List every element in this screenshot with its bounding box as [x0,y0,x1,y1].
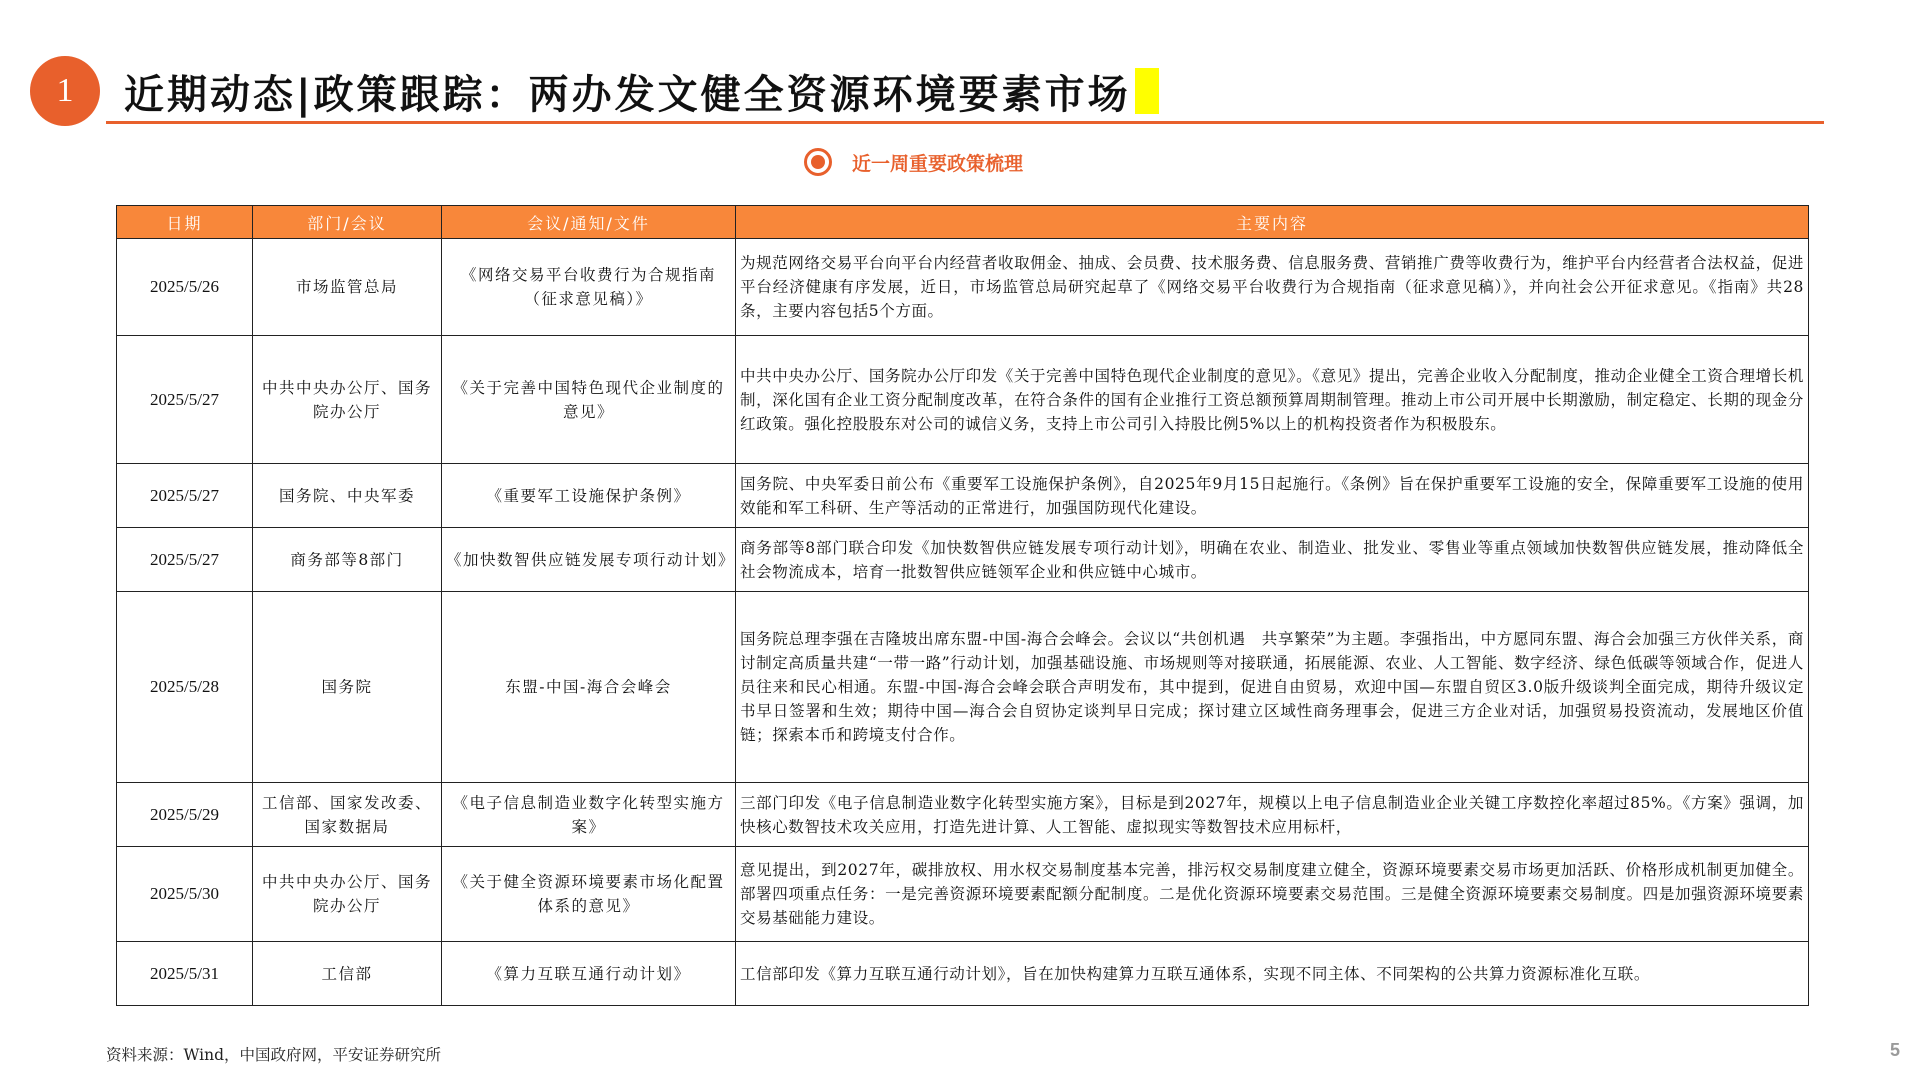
cell-content: 工信部印发《算力互联互通行动计划》，旨在加快构建算力互联互通体系，实现不同主体、不同架构的公共算力资源标准化互联。 [736,942,1809,1006]
column-header-date: 日期 [117,206,253,239]
cell-document: 《算力互联互通行动计划》 [442,942,736,1006]
cell-content: 意见提出，到2027年，碳排放权、用水权交易制度基本完善，排污权交易制度建立健全，资源环境要素交易市场更加活跃、价格形成机制更加健全。部署四项重点任务：一是完善资源环境要素配额分配制度。二是优化资源环境要素交易范围。三是健全资源环境要素交易制度。四是加强资源环境要素交易基础能力建设。 [736,847,1809,942]
cell-dept: 国务院 [253,592,442,783]
policy-table [116,205,1809,1006]
cell-document: 《关于健全资源环境要素市场化配置体系的意见》 [442,847,736,942]
cell-content: 中共中央办公厅、国务院办公厅印发《关于完善中国特色现代企业制度的意见》。《意见》提出，完善企业收入分配制度，推动企业健全工资合理增长机制，深化国有企业工资分配制度改革，在符合条件的国有企业推行工资总额预算周期制管理。推动上市公司开展中长期激励，制定稳定、长期的现金分红政策。强化控股股东对公司的诚信义务，支持上市公司引入持股比例5%以上的机构投资者作为积极股东。 [736,336,1809,464]
column-header-content: 主要内容 [736,206,1809,239]
table-row [117,239,1809,336]
page-number: 5 [1889,1040,1900,1060]
cell-date: 2025/5/27 [117,464,253,528]
cell-document: 《加快数智供应链发展专项行动计划》 [442,528,736,592]
table-header-row [117,206,1809,239]
cell-dept: 工信部 [253,942,442,1006]
table-row [117,336,1809,464]
cell-dept: 工信部、国家发改委、国家数据局 [253,783,442,847]
section-subtitle [804,144,1023,180]
column-header-document: 会议/通知/文件 [442,206,736,239]
column-header-dept: 部门/会议 [253,206,442,239]
cell-dept: 商务部等8部门 [253,528,442,592]
page-title-text: 近期动态|政策跟踪：两办发文健全资源环境要素市场 [124,71,1131,118]
table-row [117,592,1809,783]
cell-content: 为规范网络交易平台向平台内经营者收取佣金、抽成、会员费、技术服务费、信息服务费、营销推广费等收费行为，维护平台内经营者合法权益，促进平台经济健康有序发展，近日，市场监管总局研究起草了《网络交易平台收费行为合规指南（征求意见稿）》，并向社会公开征求意见。《指南》共28条，主要内容包括5个方面。 [736,239,1809,336]
source-note: 资料来源：Wind，中国政府网，平安证券研究所 [106,1046,442,1064]
cell-date: 2025/5/28 [117,592,253,783]
table-row [117,847,1809,942]
cell-document: 《电子信息制造业数字化转型实施方案》 [442,783,736,847]
cell-dept: 市场监管总局 [253,239,442,336]
text-cursor-highlight [1135,68,1159,114]
page-title [124,60,1159,122]
cell-date: 2025/5/31 [117,942,253,1006]
cell-document: 《关于完善中国特色现代企业制度的意见》 [442,336,736,464]
cell-date: 2025/5/27 [117,336,253,464]
cell-document: 《重要军工设施保护条例》 [442,464,736,528]
cell-dept: 中共中央办公厅、国务院办公厅 [253,336,442,464]
cell-date: 2025/5/30 [117,847,253,942]
title-divider [106,121,1824,124]
cell-dept: 中共中央办公厅、国务院办公厅 [253,847,442,942]
table-row [117,783,1809,847]
table-row [117,464,1809,528]
subtitle-text: 近一周重要政策梳理 [852,152,1024,175]
cell-content: 商务部等8部门联合印发《加快数智供应链发展专项行动计划》，明确在农业、制造业、批发业、零售业等重点领域加快数智供应链发展，推动降低全社会物流成本，培育一批数智供应链领军企业和供应链中心城市。 [736,528,1809,592]
table-row [117,942,1809,1006]
cell-document: 东盟-中国-海合会峰会 [442,592,736,783]
cell-content: 三部门印发《电子信息制造业数字化转型实施方案》，目标是到2027年，规模以上电子信息制造业企业关键工序数控化率超过85%。《方案》强调，加快核心数智技术攻关应用，打造先进计算、人工智能、虚拟现实等数智技术应用标杆， [736,783,1809,847]
cell-document: 《网络交易平台收费行为合规指南（征求意见稿）》 [442,239,736,336]
table-row [117,528,1809,592]
cell-dept: 国务院、中央军委 [253,464,442,528]
cell-date: 2025/5/29 [117,783,253,847]
cell-content: 国务院总理李强在吉隆坡出席东盟-中国-海合会峰会。会议以“共创机遇 共享繁荣”为主题。李强指出，中方愿同东盟、海合会加强三方伙伴关系，商讨制定高质量共建“一带一路”行动计划，加强基础设施、市场规则等对接联通，拓展能源、农业、人工智能、数字经济、绿色低碳等领域合作，促进人员往来和民心相通。东盟-中国-海合会峰会联合声明发布，其中提到，促进自由贸易，欢迎中国—东盟自贸区3.0版升级谈判全面完成，期待升级议定书早日签署和生效；期待中国—海合会自贸协定谈判早日完成；探讨建立区域性商务理事会，促进三方企业对话，加强贸易投资流动，发展地区价值链；探索本币和跨境支付合作。 [736,592,1809,783]
section-number-badge: 1 [30,56,100,126]
cell-date: 2025/5/27 [117,528,253,592]
target-bullet-icon [804,148,832,176]
cell-date: 2025/5/26 [117,239,253,336]
cell-content: 国务院、中央军委日前公布《重要军工设施保护条例》，自2025年9月15日起施行。《条例》旨在保护重要军工设施的安全，保障重要军工设施的使用效能和军工科研、生产等活动的正常进行，加强国防现代化建设。 [736,464,1809,528]
